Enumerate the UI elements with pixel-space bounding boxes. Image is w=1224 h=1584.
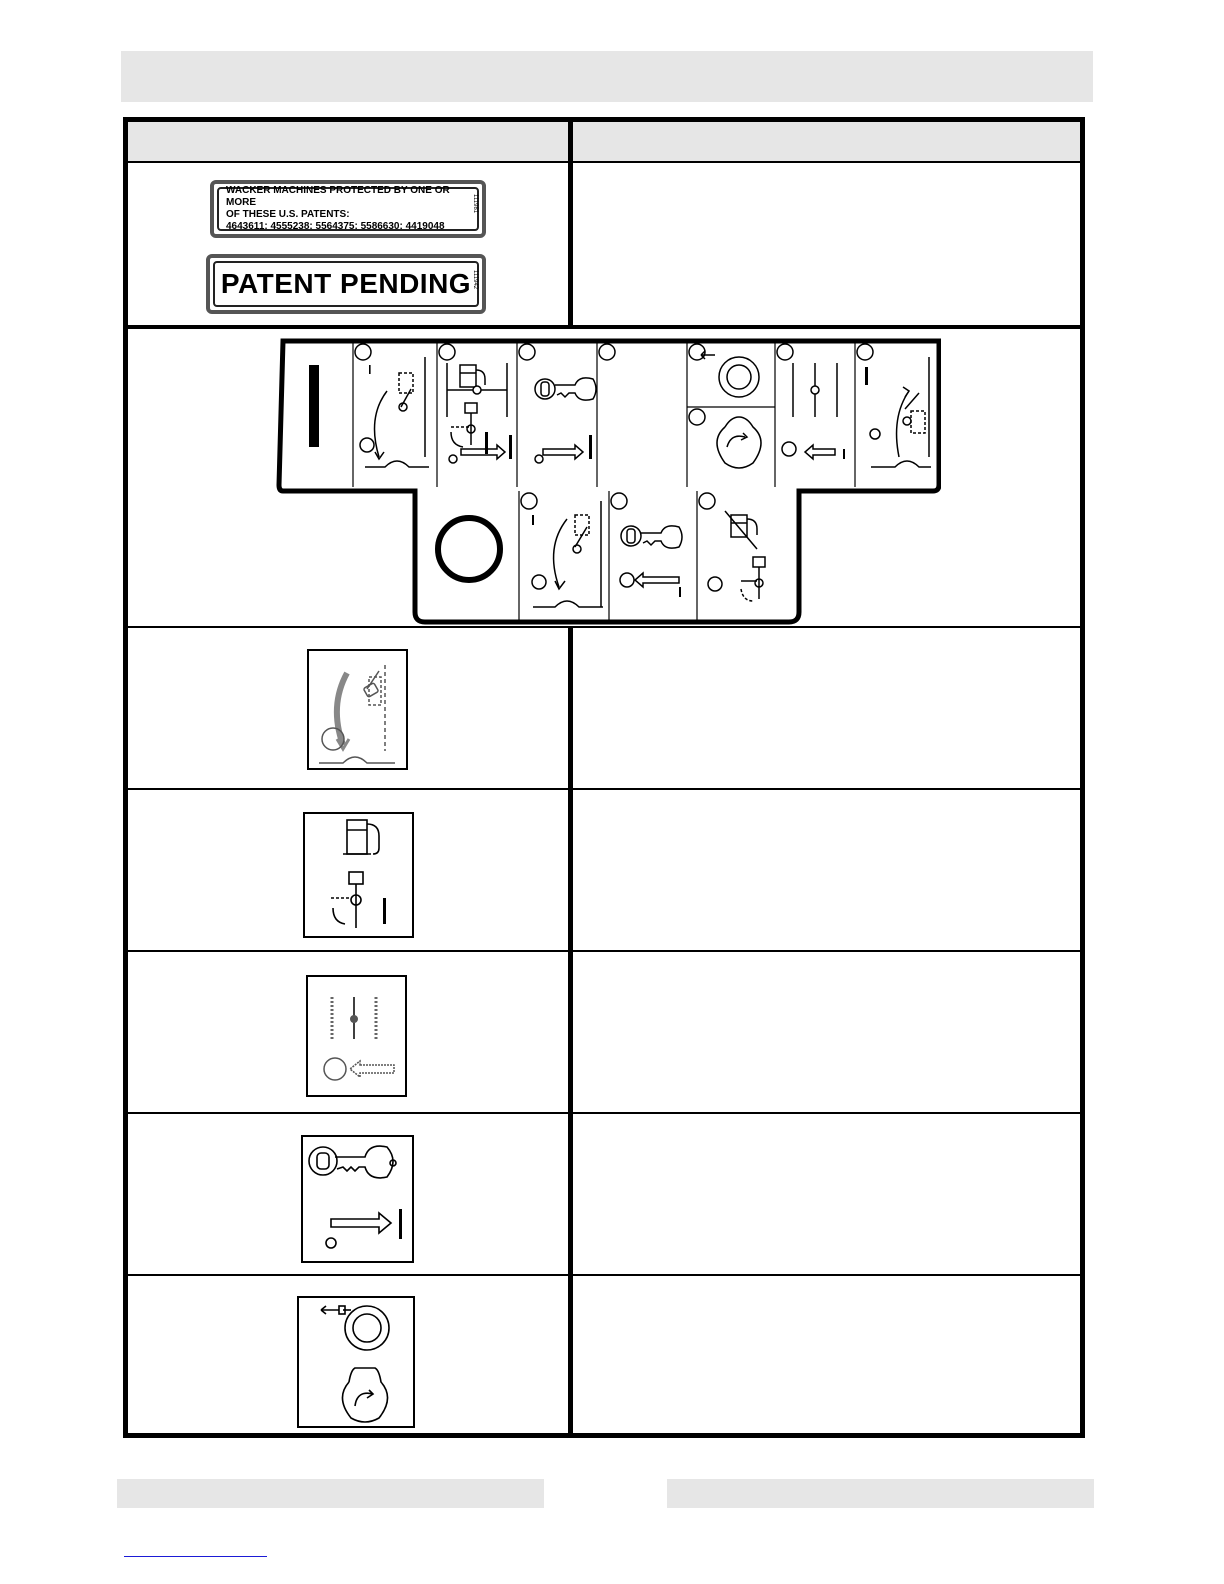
page-header-bar <box>121 51 1093 102</box>
row-separator <box>128 950 1080 952</box>
patent-pending-text: PATENT PENDING <box>220 268 472 299</box>
patent-pending-label <box>206 254 486 314</box>
throttle-icon <box>306 975 407 1097</box>
column-divider-bottom <box>568 627 573 1438</box>
footer-left-bar <box>117 1479 544 1508</box>
fuel-valve-icon <box>303 812 414 938</box>
row-separator <box>128 1112 1080 1114</box>
patent-label-text <box>214 185 482 233</box>
column-divider-top <box>568 122 573 327</box>
patent-pending-part-number: 111942 <box>472 270 478 290</box>
recoil-starter-icon <box>297 1296 415 1428</box>
patent-label-part-number: 111981 <box>472 194 478 214</box>
patent-label <box>210 180 486 238</box>
patent-line-1: WACKER MACHINES PROTECTED BY ONE OR MORE <box>226 185 450 208</box>
patent-line-2: OF THESE U.S. PATENTS: <box>226 209 350 220</box>
row-separator <box>128 325 1080 329</box>
column-header-meaning <box>573 122 1080 163</box>
choke-lever-icon <box>307 649 408 770</box>
footer-link-underline[interactable] <box>124 1556 267 1557</box>
column-header-label <box>128 122 568 163</box>
control-panel-decal-drawing <box>275 337 941 627</box>
row-separator <box>128 1274 1080 1276</box>
control-panel-decal <box>275 337 941 627</box>
labels-table <box>123 117 1085 1438</box>
row-separator <box>128 788 1080 790</box>
patent-line-3: 4643611: 4555238: 5564375: 5586630: 4419048 <box>226 221 445 232</box>
ignition-key-icon <box>301 1135 414 1263</box>
footer-right-bar <box>667 1479 1094 1508</box>
